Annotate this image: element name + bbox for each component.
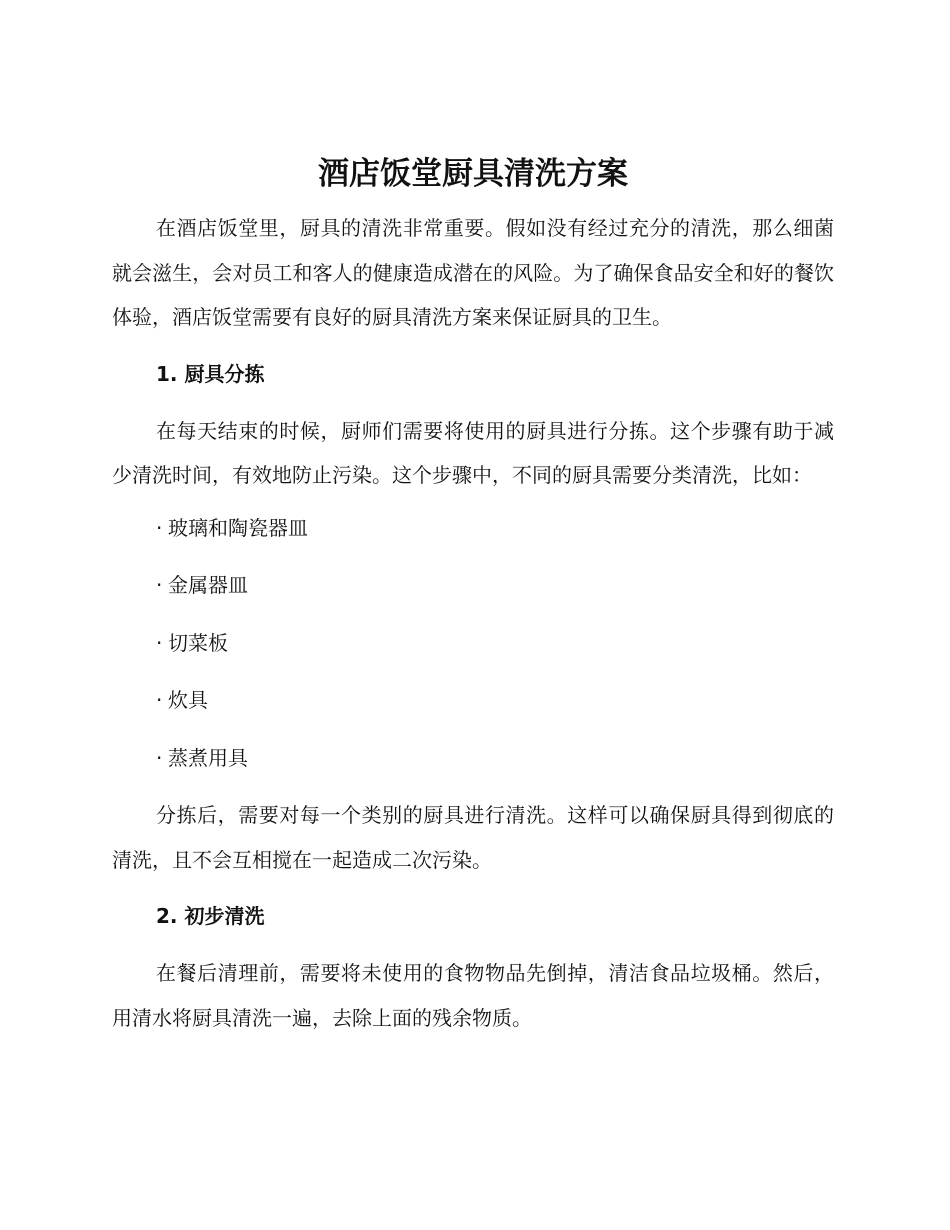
bullet-icon: · (156, 630, 163, 655)
list-item (112, 500, 834, 558)
section-2-heading: 2. 初步清洗 (156, 904, 265, 928)
bullet-icon: · (156, 688, 163, 712)
section-1-after-paragraph: 分拣后，需要对每一个类别的厨具进行清洗。这样可以确保厨具得到彻底的清洗，且不会互相搅在一起造成二次污染。 (112, 803, 834, 872)
list-item-label: 切菜板 (168, 630, 228, 655)
kitchenware-category-list (112, 500, 834, 788)
list-item (112, 557, 834, 615)
list-item-label: 蒸煮用具 (168, 745, 248, 770)
section-2-paragraph: 在餐后清理前，需要将未使用的食物物品先倒掉，清洁食品垃圾桶。然后，用清水将厨具清洗一遍，去除上面的残余物质。 (112, 961, 834, 1030)
bullet-icon: · (156, 573, 163, 597)
document-title: 酒店饭堂厨具清洗方案 (318, 156, 628, 192)
list-item (112, 615, 834, 673)
list-item-label: 玻璃和陶瓷器皿 (168, 515, 308, 540)
intro-paragraph: 在酒店饭堂里，厨具的清洗非常重要。假如没有经过充分的清洗，那么细菌就会滋生，会对员工和客人的健康造成潜在的风险。为了确保食品安全和好的餐饮体验，酒店饭堂需要有良好的厨具清洗方案来保证厨具的卫生。 (112, 216, 834, 329)
document-page (112, 150, 834, 1040)
section-1-heading: 1. 厨具分拣 (156, 361, 265, 386)
list-item-label: 金属器皿 (168, 573, 248, 597)
bullet-icon: · (156, 515, 163, 540)
section-1-paragraph: 在每天结束的时候，厨师们需要将使用的厨具进行分拣。这个步骤有助于减少清洗时间，有效地防止污染。这个步骤中，不同的厨具需要分类清洗，比如： (112, 418, 834, 487)
list-item (112, 730, 834, 788)
list-item (112, 672, 834, 730)
list-item-label: 炊具 (168, 688, 208, 712)
bullet-icon: · (156, 745, 163, 770)
